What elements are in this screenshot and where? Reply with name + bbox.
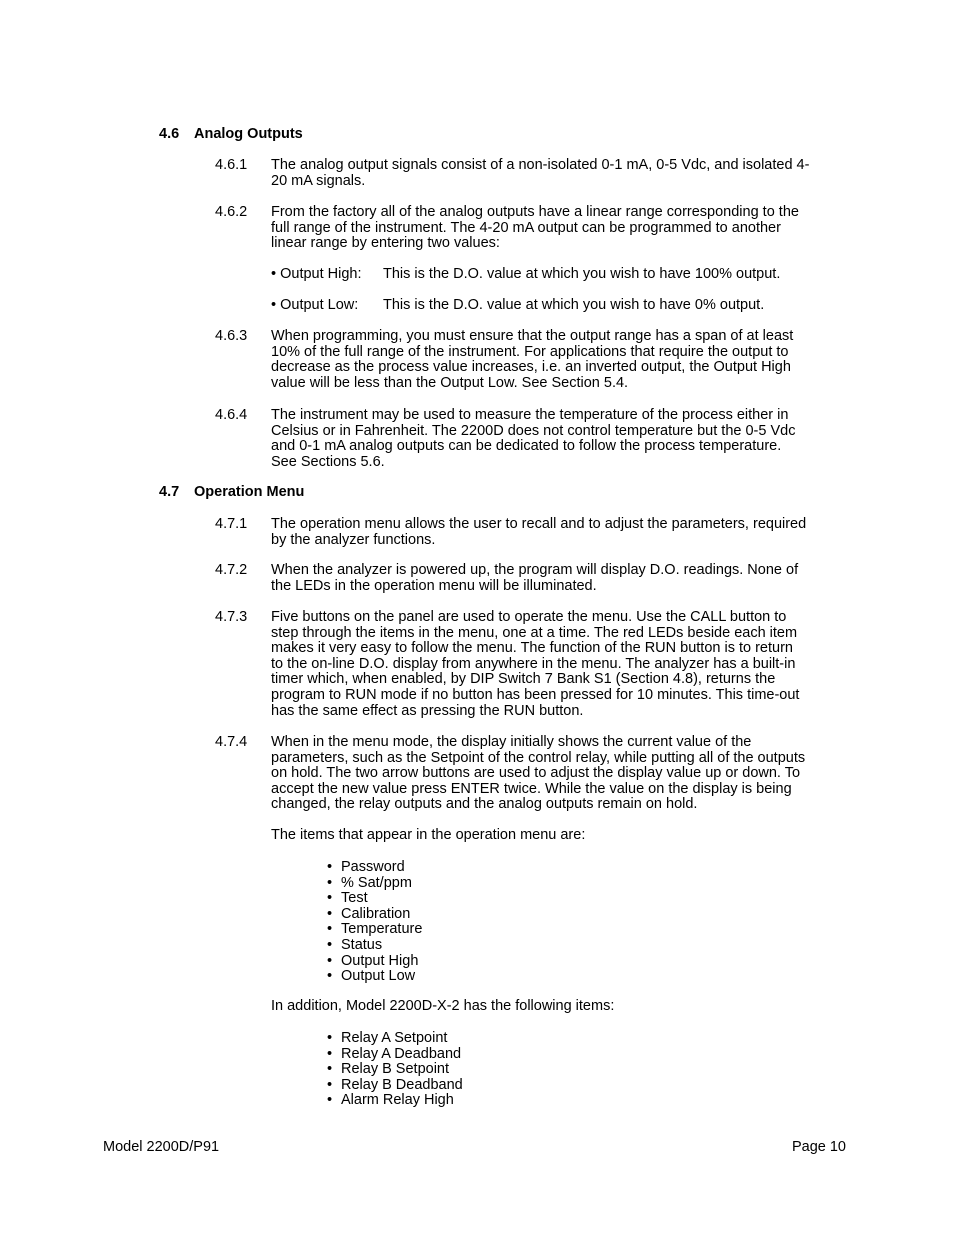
section-number: 4.6 [159, 126, 180, 142]
list-item [327, 907, 422, 923]
list-item [327, 922, 422, 938]
paragraph-number: 4.6.3 [215, 328, 248, 344]
list-item [327, 1031, 463, 1047]
footer-model: Model 2200D/P91 [103, 1139, 220, 1155]
bullet: • [327, 936, 333, 953]
text-line: Five buttons on the panel are used to operate the menu. Use the CALL button to [271, 609, 787, 625]
list-item [327, 1078, 463, 1094]
paragraph-number: 4.7.4 [215, 734, 248, 750]
list-item-text: Alarm Relay High [341, 1092, 454, 1109]
list-item-text: Temperature [341, 921, 423, 938]
text-line: parameters, such as the Setpoint of the control relay, while putting all of the outputs [271, 749, 806, 766]
output-low-definition [271, 298, 764, 314]
section-title: Operation Menu [194, 484, 305, 500]
definition-label: • Output Low: [271, 297, 359, 313]
addition-items-list [327, 1031, 463, 1109]
text-line: See Sections 5.6. [271, 453, 385, 470]
bullet: • [327, 921, 333, 938]
list-item [327, 954, 422, 970]
text-line: value will be less than the Output Low. See Section 5.4. [271, 374, 629, 391]
operation-menu-list [327, 860, 422, 985]
definition-text: This is the D.O. value at which you wish to have 100% output. [383, 266, 781, 282]
text-line: timer which, when enabled, by DIP Switch 7 Bank S1 (Section 4.8), returns the [271, 671, 776, 688]
list-item-text: Relay A Setpoint [341, 1030, 448, 1046]
text-line: The instrument may be used to measure the temperature of the process either in [271, 407, 789, 423]
list-item [327, 969, 422, 985]
text-line: and 0-1 mA analog outputs can be dedicated to follow the process temperature. [271, 438, 782, 455]
text-line: The analog output signals consist of a non-isolated 0-1 mA, 0-5 Vdc, and isolated 4- [271, 157, 810, 173]
list-item-text: Relay B Setpoint [341, 1061, 450, 1078]
list-item-text: % Sat/ppm [341, 874, 412, 891]
list-item-text: Password [341, 859, 405, 875]
text-line: Celsius or in Fahrenheit. The 2200D does not control temperature but the 0-5 Vdc [271, 422, 796, 439]
bullet: • [327, 859, 333, 875]
text-line: program to RUN mode if no button has been pressed for 10 minutes. This time-out [271, 686, 800, 703]
definition-text: This is the D.O. value at which you wish to have 0% output. [383, 297, 765, 313]
section-number: 4.7 [159, 484, 180, 500]
list-item-text: Test [341, 890, 368, 907]
bullet: • [327, 952, 333, 969]
text-line: The operation menu allows the user to recall and to adjust the parameters, required [271, 516, 807, 532]
text-line: to the on-line D.O. display from anywhere in the menu. The analyzer has a built-in [271, 655, 796, 672]
text-line: makes it very easy to follow the menu. The function of the RUN button is to return [271, 640, 793, 657]
list-item [327, 1047, 463, 1063]
text-line: on hold. The two arrow buttons are used to adjust the display value up or down. To [271, 765, 801, 782]
list-item [327, 876, 422, 892]
text-line: accept the new value press ENTER twice. While the value on the display is being [271, 780, 792, 797]
text-line: decrease as the process value increases, i.e. an inverted output, the Output High [271, 359, 791, 376]
paragraph-number: 4.7.1 [215, 516, 248, 532]
list-item-text: Output Low [341, 968, 416, 985]
list-item [327, 1093, 463, 1109]
output-high-definition [271, 267, 780, 283]
text-line: When programming, you must ensure that the output range has a span of at least [271, 328, 794, 344]
bullet: • [327, 905, 333, 922]
section-title: Analog Outputs [194, 126, 303, 142]
list-item [327, 891, 422, 907]
bullet: • [327, 1061, 333, 1078]
paragraph-number: 4.6.2 [215, 204, 248, 220]
footer-page-number: Page 10 [791, 1139, 846, 1155]
text-line: 10% of the full range of the instrument. For applications that require the output to [271, 343, 789, 360]
paragraph-number: 4.7.2 [215, 562, 248, 578]
text-line: When in the menu mode, the display initially shows the current value of the [271, 734, 752, 750]
list-item-text: Relay A Deadband [341, 1045, 462, 1062]
paragraph-number: 4.6.1 [215, 157, 248, 173]
list-item-text: Status [341, 936, 383, 953]
bullet: • [327, 1076, 333, 1093]
bullet: • [327, 1030, 333, 1046]
text-line: the LEDs in the operation menu will be illuminated. [271, 577, 597, 594]
bullet: • [327, 890, 333, 907]
list-item-text: Output High [341, 952, 419, 969]
section-heading-4-7 [159, 484, 304, 500]
text-line: linear range by entering two values: [271, 235, 500, 252]
list-item [327, 938, 422, 954]
paragraph-number: 4.7.3 [215, 609, 248, 625]
text-line: step through the items in the menu, one at a time. The red LEDs beside each item [271, 624, 798, 641]
text-line: When the analyzer is powered up, the program will display D.O. readings. None of [271, 562, 799, 578]
text-line: has the same effect as pressing the RUN button. [271, 702, 584, 719]
list-item [327, 860, 422, 876]
bullet: • [327, 1092, 333, 1109]
list-item-text: Relay B Deadband [341, 1076, 463, 1093]
bullet: • [327, 968, 333, 985]
text-line: full range of the instrument. The 4-20 mA output can be programmed to another [271, 219, 781, 236]
list-item-text: Calibration [341, 905, 411, 922]
text-line: 20 mA signals. [271, 172, 366, 189]
bullet: • [327, 1045, 333, 1062]
text-line: From the factory all of the analog outputs have a linear range corresponding to the [271, 204, 799, 220]
text-line: by the analyzer functions. [271, 531, 436, 548]
definition-label: • Output High: [271, 266, 362, 282]
addition-intro: In addition, Model 2200D-X-2 has the following items: [271, 998, 615, 1014]
list-item [327, 1062, 463, 1078]
bullet: • [327, 874, 333, 891]
paragraph-number: 4.6.4 [215, 407, 248, 423]
menu-intro: The items that appear in the operation menu are: [271, 827, 586, 843]
section-heading-4-6 [159, 126, 303, 142]
text-line: changed, the relay outputs and the analog outputs remain on hold. [271, 796, 698, 813]
